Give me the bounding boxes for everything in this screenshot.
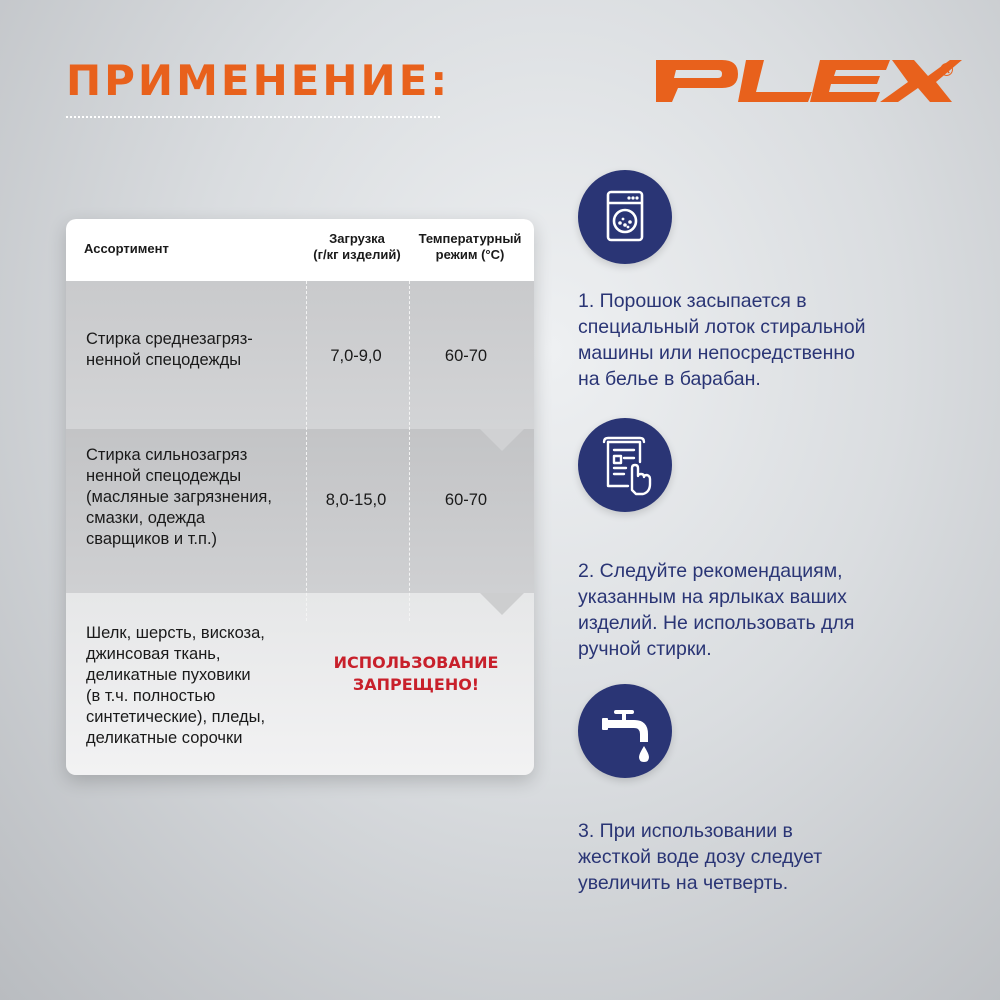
column-divider [409,281,410,621]
text-line: 1. Порошок засыпается в [578,290,807,312]
text-line: Шелк, шерсть, вискоза, [86,624,265,642]
text-line: изделий. Не использовать для [578,612,855,634]
table-header [66,219,534,281]
row1-assortment [86,329,253,371]
text-line: Стирка сильнозагряз [86,446,248,464]
text-line: 3. При использовании в [578,820,793,842]
text-line: смазки, одежда [86,509,206,527]
text-line: ручной стирки. [578,638,712,660]
row1-load: 7,0-9,0 [330,347,382,365]
text-line: (масляные загрязнения, [86,488,272,506]
text-line: указанным на ярлыках ваших [578,586,847,608]
text-line: ненной спецодежды [86,351,242,369]
page-title: ПРИМЕНЕНИЕ: [66,56,451,105]
text-line: сварщиков и т.п.) [86,530,218,548]
text-line: (в т.ч. полностью [86,687,216,705]
row1-temp: 60-70 [444,347,488,365]
row-divider-arrow [480,429,524,451]
forbidden-line2: ЗАПРЕЩЕНО! [352,675,480,694]
document-hand-icon [578,418,672,512]
text-line: увеличить на четверть. [578,872,789,894]
header-temp-line1: Температурный [418,231,522,246]
header-temp [406,231,534,263]
registered-mark: ® [940,60,954,80]
text-line: джинсовая ткань, [86,645,221,663]
water-tap-icon [578,684,672,778]
row3-assortment [86,623,265,749]
header-temp-line2: режим (°С) [435,247,505,262]
forbidden-notice [316,652,516,696]
title-divider [66,116,440,118]
text-line: специальный лоток стиральной [578,316,866,338]
text-line: 2. Следуйте рекомендациям, [578,560,843,582]
text-line: Стирка среднезагряз- [86,330,253,348]
header-assortment: Ассортимент [84,241,169,256]
plex-logo [652,52,962,112]
washing-machine-icon [578,170,672,264]
forbidden-line1: ИСПОЛЬЗОВАНИЕ [333,653,499,672]
text-line: синтетические), пледы, [86,708,266,726]
row-divider-arrow [480,593,524,615]
step-1-text [578,288,978,392]
step-2-text [578,558,978,662]
text-line: деликатные сорочки [86,729,243,747]
header-load [302,231,412,263]
text-line: на белье в барабан. [578,368,761,390]
row2-load: 8,0-15,0 [325,491,387,509]
header-load-line1: Загрузка [329,231,385,246]
step-3-text [578,818,978,896]
header-load-line2: (г/кг изделий) [313,247,401,262]
text-line: жесткой воде дозу следует [578,846,823,868]
text-line: машины или непосредственно [578,342,856,364]
text-line: ненной спецодежды [86,467,242,485]
row2-temp: 60-70 [444,491,488,509]
row2-assortment [86,445,272,550]
column-divider [306,281,307,621]
text-line: деликатные пуховики [86,666,251,684]
